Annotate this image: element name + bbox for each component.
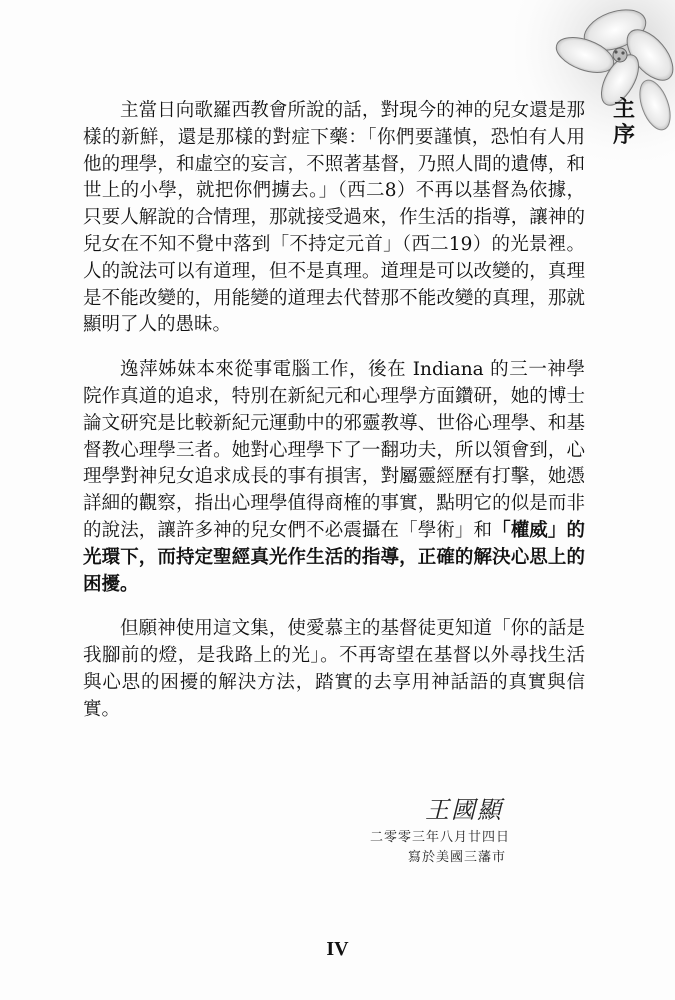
paragraph-2-bold-text: 「權威」的光環下，而持定聖經真光作生活的指導，正確的解決心思上的困擾。 [83,519,585,595]
paragraph-3-text: 但願神使用這文集，使愛慕主的基督徒更知道「你的話是我腳前的燈，是我路上的光」。不再寄望在基督以外尋找生活與心思的困擾的解決方法，踏實的去享用神話語的真實與信實。 [83,618,585,720]
paragraph-3 [83,616,585,723]
paragraph-2 [83,357,585,598]
paragraph-2-text: 逸萍姊妹本來從事電腦工作，後在 Indiana 的三一神學院作真道的追求，特別在新紀元和心理學方面鑽研，她的博士論文研究是比較新紀元運動中的邪靈教導、世俗心理學、和基督教心理學三者。她對心理學下了一翻功夫，所以領會到，心理學對神兒女追求成長的事有損害，對屬靈經歷有打擊，她憑詳細的觀察，指出心理學值得商榷的事實，點明它的似是而非的說法，讓許多神的兒女們不必震攝在「學術」和 [83,359,585,541]
paragraph-1 [83,98,585,339]
side-label: 主序 [612,96,635,148]
preface-body [83,98,585,742]
paragraph-1-text: 主當日向歌羅西教會所說的話，對現今的神的兒女還是那樣的新鮮，還是那樣的對症下藥：「你們要謹慎，恐怕有人用他的理學，和虛空的妄言，不照著基督，乃照人間的遺傳，和世上的小學，就把你們擄去。」（西二8）不再以基督為依據，只要人解說的合情理，那就接受過來，作生活的指導，讓神的兒女在不知不覺中落到「不持定元首」（西二19）的光景裡。人的說法可以有道理，但不是真理。道理是可以改變的，真理是不能改變的，用能變的道理去代替那不能改變的真理，那就顯明了人的愚昧。 [83,100,585,336]
author-signature: 王國顯 [425,796,503,824]
signature-date: 二零零三年八月廿四日 [370,830,511,845]
signature-place: 寫於美國三藩市 [408,850,507,865]
page-number: IV [326,938,349,960]
